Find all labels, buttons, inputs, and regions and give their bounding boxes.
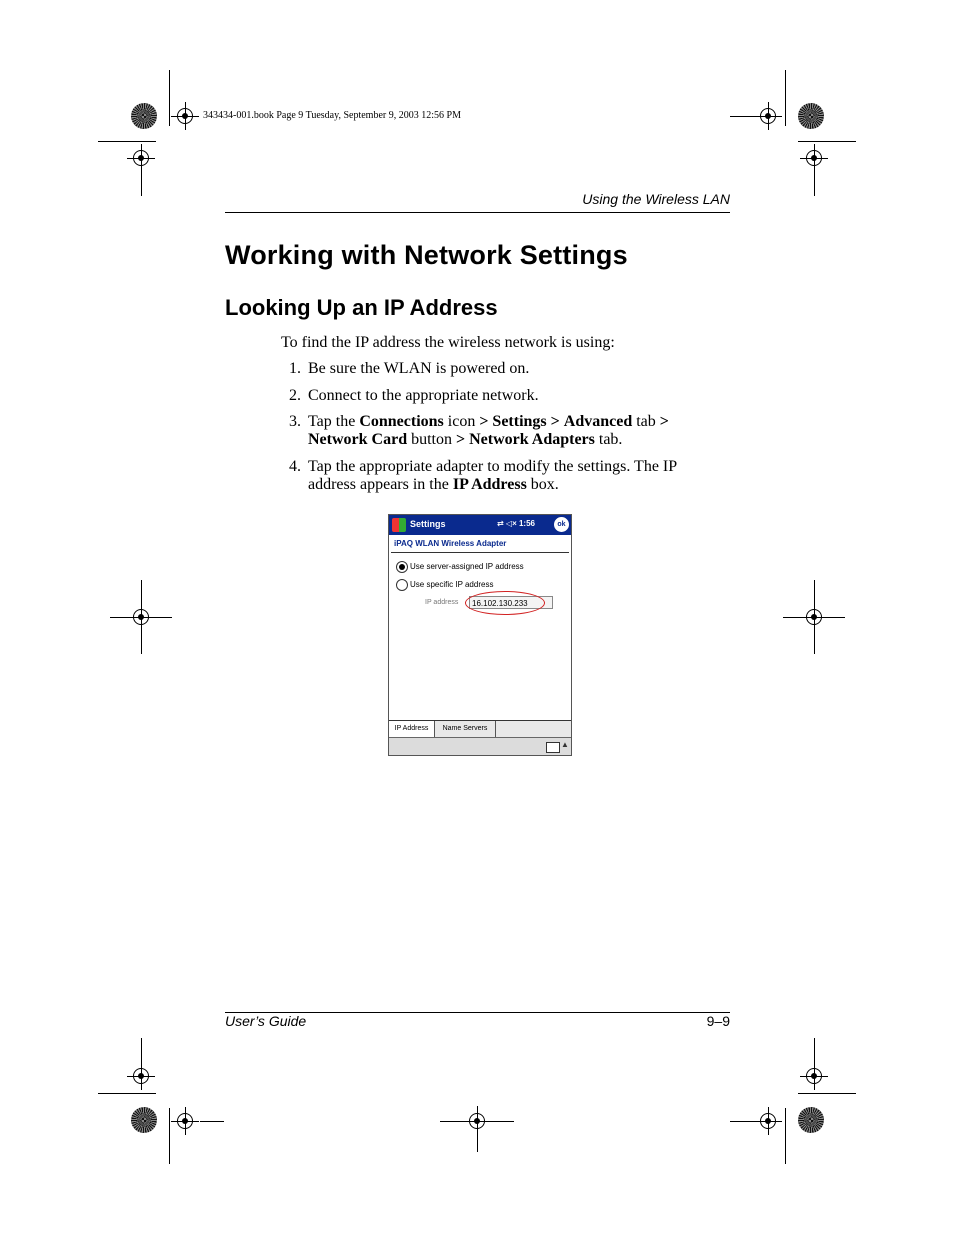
ok-button[interactable]: ok bbox=[554, 517, 569, 532]
ui-term: Advanced bbox=[563, 413, 633, 430]
crop-mark bbox=[785, 1108, 786, 1164]
crop-mark bbox=[110, 617, 172, 618]
crop-mark bbox=[814, 1038, 815, 1062]
title-bar bbox=[389, 515, 571, 535]
ip-address-label: IP address bbox=[425, 599, 459, 606]
step-text-run: box. bbox=[526, 476, 559, 493]
crop-mark bbox=[814, 172, 815, 196]
step-text-run: Be sure the WLAN is powered on. bbox=[308, 360, 530, 377]
section-title: Looking Up an IP Address bbox=[225, 295, 498, 320]
adapter-name: iPAQ WLAN Wireless Adapter bbox=[394, 539, 507, 548]
crop-mark bbox=[783, 617, 845, 618]
ui-term: IP Address bbox=[452, 476, 527, 493]
ui-term: > Settings > bbox=[479, 413, 560, 430]
start-menu-icon[interactable] bbox=[392, 518, 406, 532]
window-title: Settings bbox=[410, 519, 446, 529]
step-number: 3. bbox=[289, 413, 301, 430]
crop-mark bbox=[141, 172, 142, 196]
divider bbox=[391, 552, 569, 553]
input-menu-caret-icon[interactable]: ▲ bbox=[561, 740, 569, 749]
step-number: 4. bbox=[289, 458, 301, 475]
crop-mark bbox=[730, 116, 754, 117]
step-text-run: icon bbox=[443, 413, 480, 430]
specific-ip-radio[interactable] bbox=[396, 579, 408, 591]
step-number: 2. bbox=[289, 387, 301, 404]
step-number: 1. bbox=[289, 360, 301, 377]
step-text bbox=[308, 360, 728, 378]
server-assigned-radio[interactable] bbox=[396, 561, 408, 573]
crop-mark bbox=[798, 1093, 856, 1094]
highlight-circle bbox=[465, 591, 545, 615]
step-text-run: Tap the bbox=[308, 413, 360, 430]
device-screenshot bbox=[388, 514, 572, 756]
tab-ip-address[interactable]: IP Address bbox=[389, 721, 435, 737]
ui-term: > bbox=[659, 413, 669, 430]
crop-mark bbox=[98, 1093, 156, 1094]
footer-title: User’s Guide bbox=[225, 1013, 307, 1029]
step-text-run: tab bbox=[632, 413, 660, 430]
intro-text: To find the IP address the wireless network is using: bbox=[281, 334, 615, 351]
step-text bbox=[308, 387, 728, 405]
book-slug: 343434-001.book Page 9 Tuesday, September 9, 2003 12:56 PM bbox=[203, 110, 461, 121]
step-text-run: button bbox=[407, 431, 456, 448]
ip-address-field[interactable]: 16.102.130.233 bbox=[469, 596, 553, 609]
color-bar-icon bbox=[798, 103, 824, 129]
step-text bbox=[308, 458, 728, 494]
step-text-run: tab. bbox=[594, 431, 623, 448]
specific-ip-label: Use specific IP address bbox=[410, 580, 494, 589]
crop-mark bbox=[141, 1038, 142, 1062]
crop-mark bbox=[169, 70, 170, 126]
crop-mark bbox=[785, 70, 786, 126]
ui-term: > Network Adapters bbox=[455, 431, 595, 448]
crop-mark bbox=[200, 1121, 224, 1122]
ui-term: Network Card bbox=[308, 431, 408, 448]
crop-mark bbox=[477, 1106, 478, 1152]
ui-term: Connections bbox=[359, 413, 444, 430]
status-indicators[interactable]: ⇄ ◁× 1:56 bbox=[497, 519, 535, 528]
header-rule bbox=[225, 212, 730, 213]
running-header: Using the Wireless LAN bbox=[582, 191, 730, 207]
server-assigned-label: Use server-assigned IP address bbox=[410, 562, 524, 571]
crop-mark bbox=[798, 141, 856, 142]
keyboard-icon[interactable] bbox=[546, 742, 560, 753]
page-number: 9–9 bbox=[706, 1013, 730, 1029]
step-text bbox=[308, 413, 728, 449]
crop-mark bbox=[169, 1108, 170, 1164]
command-bar bbox=[389, 737, 571, 756]
step-text-run: Tap the appropriate adapter to modify the settings. The IP address appears in the bbox=[308, 458, 677, 493]
step-text-run: Connect to the appropriate network. bbox=[308, 387, 539, 404]
tab-strip bbox=[389, 720, 571, 738]
color-bar-icon bbox=[131, 103, 157, 129]
crop-mark bbox=[98, 141, 156, 142]
figure-underline bbox=[389, 755, 571, 756]
page-title: Working with Network Settings bbox=[225, 240, 628, 270]
color-bar-icon bbox=[798, 1107, 824, 1133]
color-bar-icon bbox=[131, 1107, 157, 1133]
crop-mark bbox=[730, 1121, 754, 1122]
tab-name-servers[interactable]: Name Servers bbox=[435, 721, 496, 737]
